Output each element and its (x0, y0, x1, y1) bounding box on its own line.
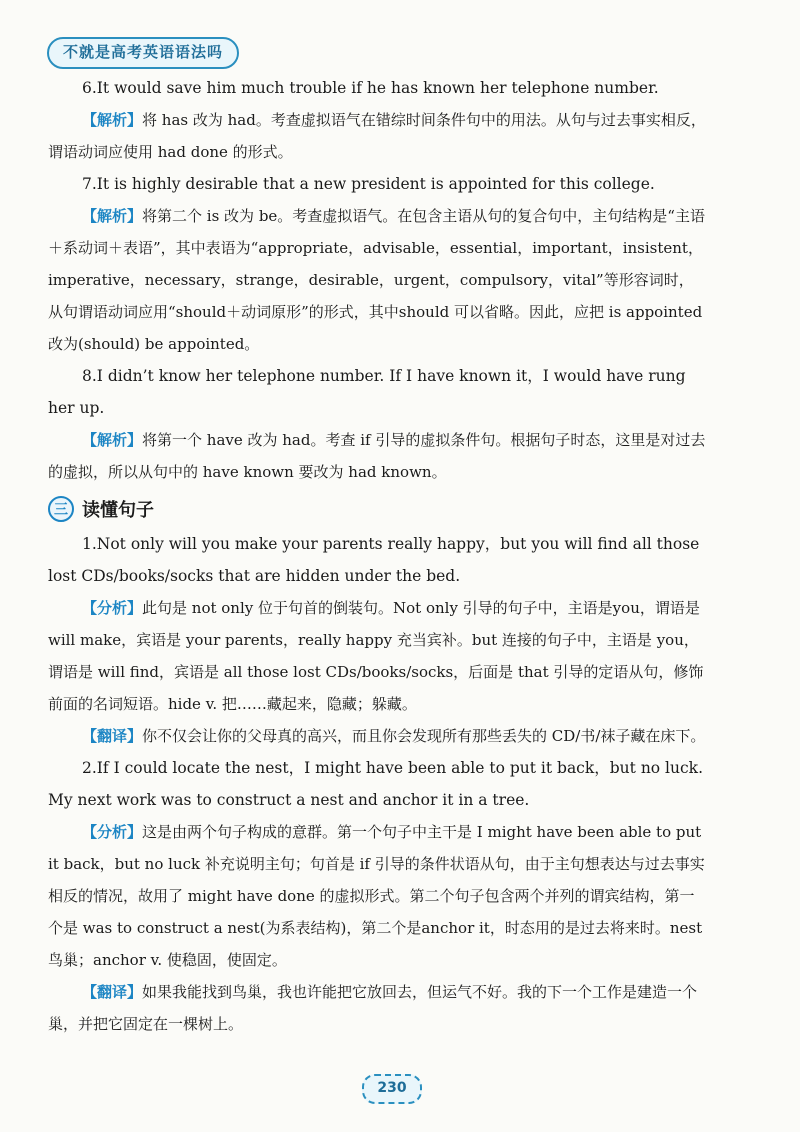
analysis-text: 这是由两个句子构成的意群。第一个句子中主干是 I might have been able to put it back，but no luck 补充说明主句；句首是 if 引导的条件状语从句，由于主句想表达与过去事实相反的情况，故用了 might have done 的虚拟形式。第二个句子包含两个并列的谓宾结构，第一个是 was to construct a nest(为系表结构)，第二个是anchor it，时态用的是过去将来时。nest 鸟巢；anchor v. 使稳固，使固定。 (48, 823, 705, 969)
analysis-text: 此句是 not only 位于句首的倒装句。Not only 引导的句子中，主语是you，谓语是 will make，宾语是 your parents，really happy 充当宾补。but 连接的句子中，主语是 you，谓语是 will find，宾语是 all those lost CDs/books/socks，后面是 that 引导的定语从句，修饰前面的名词短语。hide v. 把……藏起来，隐藏；躲藏。 (48, 599, 704, 713)
translation-tag: 【翻译】 (82, 983, 143, 1001)
sentence-7: 7.It is highly desirable that a new president is appointed for this college. (82, 175, 655, 193)
page-content (48, 72, 708, 1040)
translation-2 (48, 976, 708, 1040)
read-sentence-1: 1.Not only will you make your parents really happy，but you will find all those lost CDs/books/socks that are hidden under the bed. (48, 535, 700, 585)
explanation-8 (48, 424, 708, 488)
translation-1 (48, 720, 708, 752)
explanation-text: 将第二个 is 改为 be。考查虚拟语气。在包含主语从句的复合句中，主句结构是“主语＋系动词＋表语”，其中表语为“appropriate，advisable，essential，important，insistent，imperative，necessary，strange，desirable，urgent，compulsory，vital”等形容词时，从句谓语动词应用“should＋动词原形”的形式，其中should 可以省略。因此，应把 is appointed 改为(should) be appointed。 (48, 207, 705, 353)
read-sentence-2: 2.If I could locate the nest，I might have been able to put it back，but no luck. My next work was to construct a nest and anchor it in a tree. (48, 759, 703, 809)
explanation-text: 将第一个 have 改为 had。考查 if 引导的虚拟条件句。根据句子时态，这里是对过去的虚拟，所以从句中的 have known 要改为 had known。 (48, 431, 706, 481)
explanation-tag: 【解析】 (82, 207, 143, 225)
sentence-6: 6.It would save him much trouble if he has known her telephone number. (82, 79, 659, 97)
analysis-1 (48, 592, 708, 720)
explanation-6 (48, 104, 708, 168)
section-heading (48, 492, 708, 526)
translation-text: 如果我能找到鸟巢，我也许能把它放回去，但运气不好。我的下一个工作是建造一个巢，并把它固定在一棵树上。 (48, 983, 698, 1033)
sentence-8: 8.I didn’t know her telephone number. If I have known it，I would have rung her up. (48, 367, 686, 417)
explanation-tag: 【解析】 (82, 111, 143, 129)
analysis-2 (48, 816, 708, 976)
analysis-tag: 【分析】 (82, 823, 143, 841)
explanation-tag: 【解析】 (82, 431, 143, 449)
page-number: 230 (362, 1074, 422, 1104)
translation-text: 你不仅会让你的父母真的高兴，而且你会发现所有那些丢失的 CD/书/袜子藏在床下。 (142, 727, 706, 745)
explanation-7 (48, 200, 708, 360)
section-title: 读懂句子 (82, 500, 154, 521)
section-number-icon: 三 (48, 496, 74, 522)
translation-tag: 【翻译】 (82, 727, 143, 745)
explanation-text: 将 has 改为 had。考查虚拟语气在错综时间条件句中的用法。从句与过去事实相反，谓语动词应使用 had done 的形式。 (48, 111, 706, 161)
analysis-tag: 【分析】 (82, 599, 143, 617)
running-header: 不就是高考英语语法吗 (47, 37, 239, 69)
